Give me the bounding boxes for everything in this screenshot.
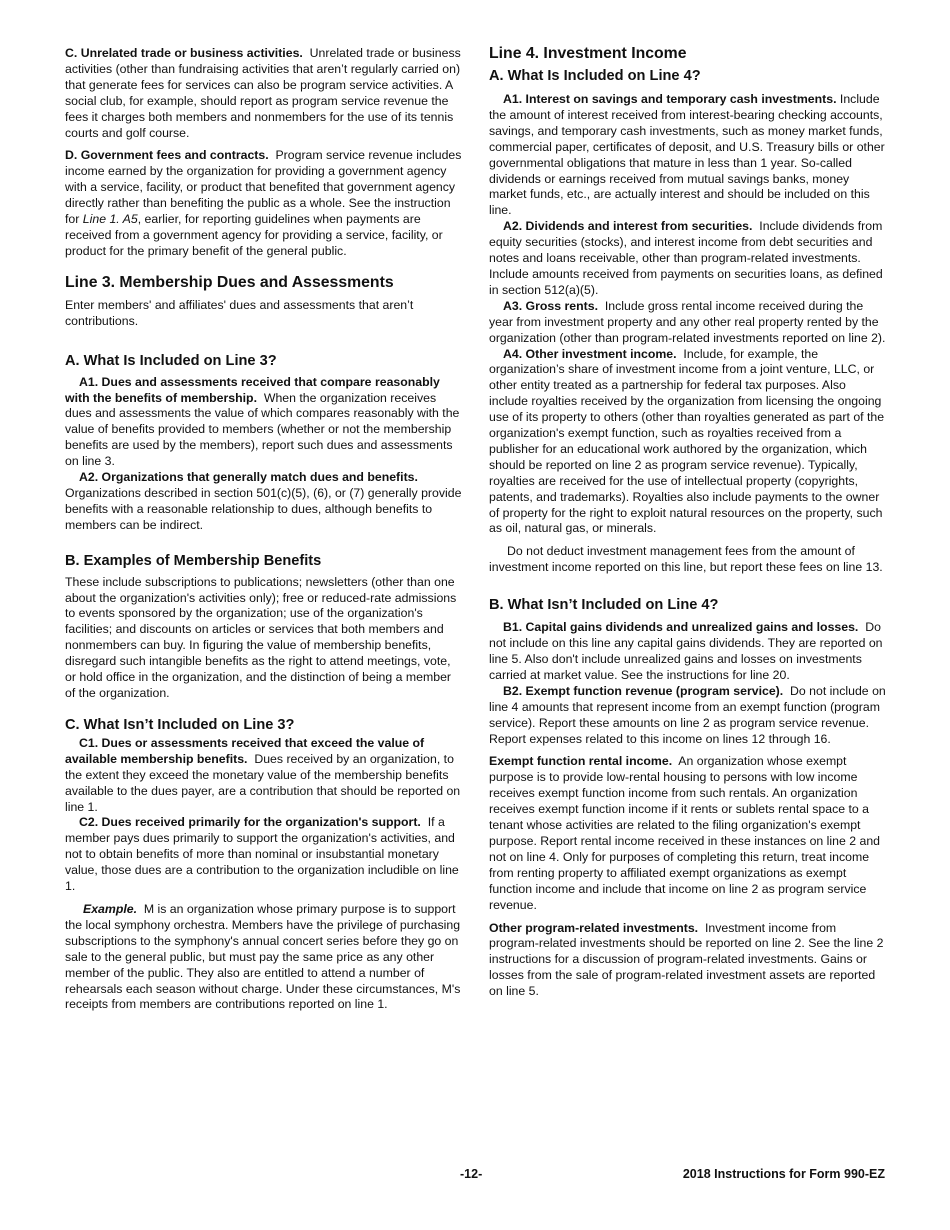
exempt-rental-paragraph — [489, 754, 886, 913]
a4-a3-text: Include gross rental income received during the year from investment property and any other real property rented by the organization (other than program-related investments reported on line 2). — [489, 298, 886, 345]
c3-c1-text: Dues received by an organization, to the extent they exceed the monetary value of the membership benefits available to the dues payer, are a contribution that should be reported on line 1. — [65, 751, 461, 814]
c3-c2-heading: C2. Dues received primarily for the organization's support. — [79, 815, 421, 830]
a4-a1-paragraph — [489, 92, 886, 219]
other-program-heading: Other program-related investments. — [489, 920, 699, 935]
b3-heading: B. Examples of Membership Benefits — [65, 552, 322, 569]
a3-a2-text: Organizations described in section 501(c)(5), (6), or (7) generally provide benefits with a reasonable relationship to dues, although benefits to members can be indirect. — [65, 485, 462, 532]
b4-b2-text: Do not include on line 4 amounts that represent income from an exempt function (program service). Report these amounts on line 2 as program service revenue. Report expenses related to this income on lines 12 through 16. — [489, 683, 886, 746]
other-program-paragraph — [489, 921, 886, 1001]
c3-c2-paragraph — [65, 815, 462, 895]
c3-c1-heading: C1. Dues or assessments received that exceed the value of available membership benefits. — [65, 735, 425, 766]
line4-heading: Line 4. Investment Income — [489, 45, 687, 62]
a3-heading: A. What Is Included on Line 3? — [65, 352, 277, 369]
a3-a1-text: When the organization receives dues and assessments the value of which compares reasonably with the value of benefits provided to members (whether or not the membership benefits are used by the members), report such dues and assessments on line 3. — [65, 390, 460, 469]
line3-intro: Enter members' and affiliates' dues and assessments that aren’t contributions. — [65, 297, 414, 328]
a4-fees-paragraph: Do not deduct investment management fees from the amount of investment income reported on this line, but report these fees on line 13. — [489, 544, 883, 575]
b4-b1-heading: B1. Capital gains dividends and unrealized gains and losses. — [503, 620, 859, 635]
c-unrelated-text: Unrelated trade or business activities (other than fundraising activities that aren’t regularly carried on) that generate fees for services can also be program service activities. A social club, for example, should report as program service revenue the fees it charges both members and nonmembers for the use of its tennis courts and golf course. — [65, 46, 461, 140]
left-column — [65, 46, 462, 1020]
a4-a2-paragraph — [489, 219, 886, 299]
b3-text: These include subscriptions to publications; newsletters (other than one about the organization's activities only); free or reduced-rate admissions to events sponsored by the organization; use of the organization's facilities; and discounts on articles or services that both members and nonmembers can buy. In figuring the value of membership benefits, disregard such intangible benefits as the right to attend meetings, vote, or hold office in the organization, and the distinction of being a member of the organization. — [65, 574, 457, 700]
d-government-heading: D. Government fees and contracts. — [65, 148, 269, 163]
a3-a1-heading: A1. Dues and assessments received that compare reasonably with the benefits of membership. — [65, 374, 440, 405]
b4-b1-paragraph — [489, 620, 886, 684]
form-title: 2018 Instructions for Form 990-EZ — [682, 1167, 885, 1181]
b4-b2-paragraph — [489, 684, 886, 748]
b4-heading: B. What Isn’t Included on Line 4? — [489, 597, 719, 614]
line3-heading: Line 3. Membership Dues and Assessments — [65, 273, 394, 291]
c-unrelated-paragraph — [65, 46, 462, 141]
a4-a4-heading: A4. Other investment income. — [503, 346, 677, 361]
other-program-text: Investment income from program-related investments should be reported on line 2. See the line 2 instructions for a discussion of program-related investments. Gains or losses from the sale of program-related investment assets are reported on line 5. — [489, 920, 884, 999]
c-unrelated-heading: C. Unrelated trade or business activities. — [65, 46, 303, 60]
a4-a2-heading: A2. Dividends and interest from securities. — [503, 219, 753, 234]
d-government-reference: Line 1. A5 — [82, 212, 138, 227]
c3-c1-paragraph — [65, 736, 462, 816]
example-paragraph — [65, 902, 462, 1013]
a3-a2-heading: A2. Organizations that generally match dues and benefits. — [79, 470, 418, 485]
a4-a4-paragraph — [489, 347, 886, 538]
a4-a1-text: Include the amount of interest received from interest-bearing checking accounts, savings, and temporary cash investments, such as money market funds, commercial paper, certificates of deposit, and U.S. Treasury bills or other governmental obligations that mature in less than 1 year. So-called dividends or earnings received from mutual savings banks, money market funds, etc., are actually interest and should be included on this line. — [489, 92, 885, 218]
c3-heading: C. What Isn’t Included on Line 3? — [65, 716, 295, 733]
page-number: -12- — [460, 1167, 483, 1181]
a3-a1-paragraph — [65, 375, 462, 470]
c3-c2-text: If a member pays dues primarily to support the organization's activities, and not to obtain benefits of more than nominal or insubstantial monetary value, those dues are a contribution to the organization includible on line 1. — [65, 815, 459, 894]
a4-heading: A. What Is Included on Line 4? — [489, 68, 701, 84]
a4-a4-text: Include, for example, the organization’s share of investment income from a joint venture, LLC, or other entity treated as a partnership for federal tax purposes. Also include royalties received by the organization from licensing the ongoing use of its property to others (other than royalties generated as part of the organization's exempt function, such as royalties received from a publisher for an educational work authored by the organization, which should be reported on line 2 as program service revenue). Typically, royalties are received for the use of intellectual property (copyrights, patents, and trademarks). Royalties also include payments to the owner of property for the right to exploit natural resources on the property, such as oil, natural gas, or minerals. — [489, 346, 885, 536]
d-government-text: Program service revenue includes income earned by the organization for providing a government agency with a service, facility, or product that benefited that government agency directly rather than benefiting the public as a whole. See the instruction for — [65, 148, 462, 227]
a4-a3-heading: A3. Gross rents. — [503, 298, 598, 313]
a4-a1-heading: A1. Interest on savings and temporary cash investments. — [503, 92, 837, 106]
a4-a2-text: Include dividends from equity securities (stocks), and interest income from debt securities and notes and loans receivable, other than program-related investments. Include amounts received from payments on securities loans, as defined in section 512(a)(5). — [489, 219, 883, 297]
exempt-rental-heading: Exempt function rental income. — [489, 754, 673, 769]
example-text: M is an organization whose primary purpose is to support the local symphony orchestra. Members have the privilege of purchasing subscriptions to the symphony's annual concert series before they go on sale to the general public, but must pay the same price as any other member of the public. They also are entitled to attend a number of rehearsals each season without charge. Under these circumstances, M's receipts from members are contributions reported on line 1. — [65, 901, 461, 1012]
d-government-paragraph — [65, 148, 462, 259]
a3-a2-paragraph — [65, 470, 462, 534]
a4-a3-paragraph — [489, 299, 886, 347]
exempt-rental-text: An organization whose exempt purpose is to provide low-rental housing to persons with low income receives exempt function income from such rentals. An organization receives exempt function income if it rents or sublets rental space to a tenant whose activities are related to the filing organization's exempt purpose. Report rental income received in these instances on line 2 and not on line 4. Only for purposes of completing this return, treat income from renting property to affiliated exempt organizations as exempt function income and include that income on line 2 as program service revenue. — [489, 754, 881, 912]
b4-b2-heading: B2. Exempt function revenue (program service). — [503, 683, 784, 698]
right-column — [489, 44, 886, 1007]
d-government-text-end: , earlier, for reporting guidelines when payments are received from a government agency for providing a service, facility, or product for the primary benefit of the general public. — [65, 212, 443, 258]
b4-b1-text: Do not include on this line any capital gains dividends. They are reported on line 5. Also don't include unrealized gains and losses on investments carried at market value. See the instructions for line 20. — [489, 620, 883, 682]
example-label: Example. — [83, 901, 137, 916]
